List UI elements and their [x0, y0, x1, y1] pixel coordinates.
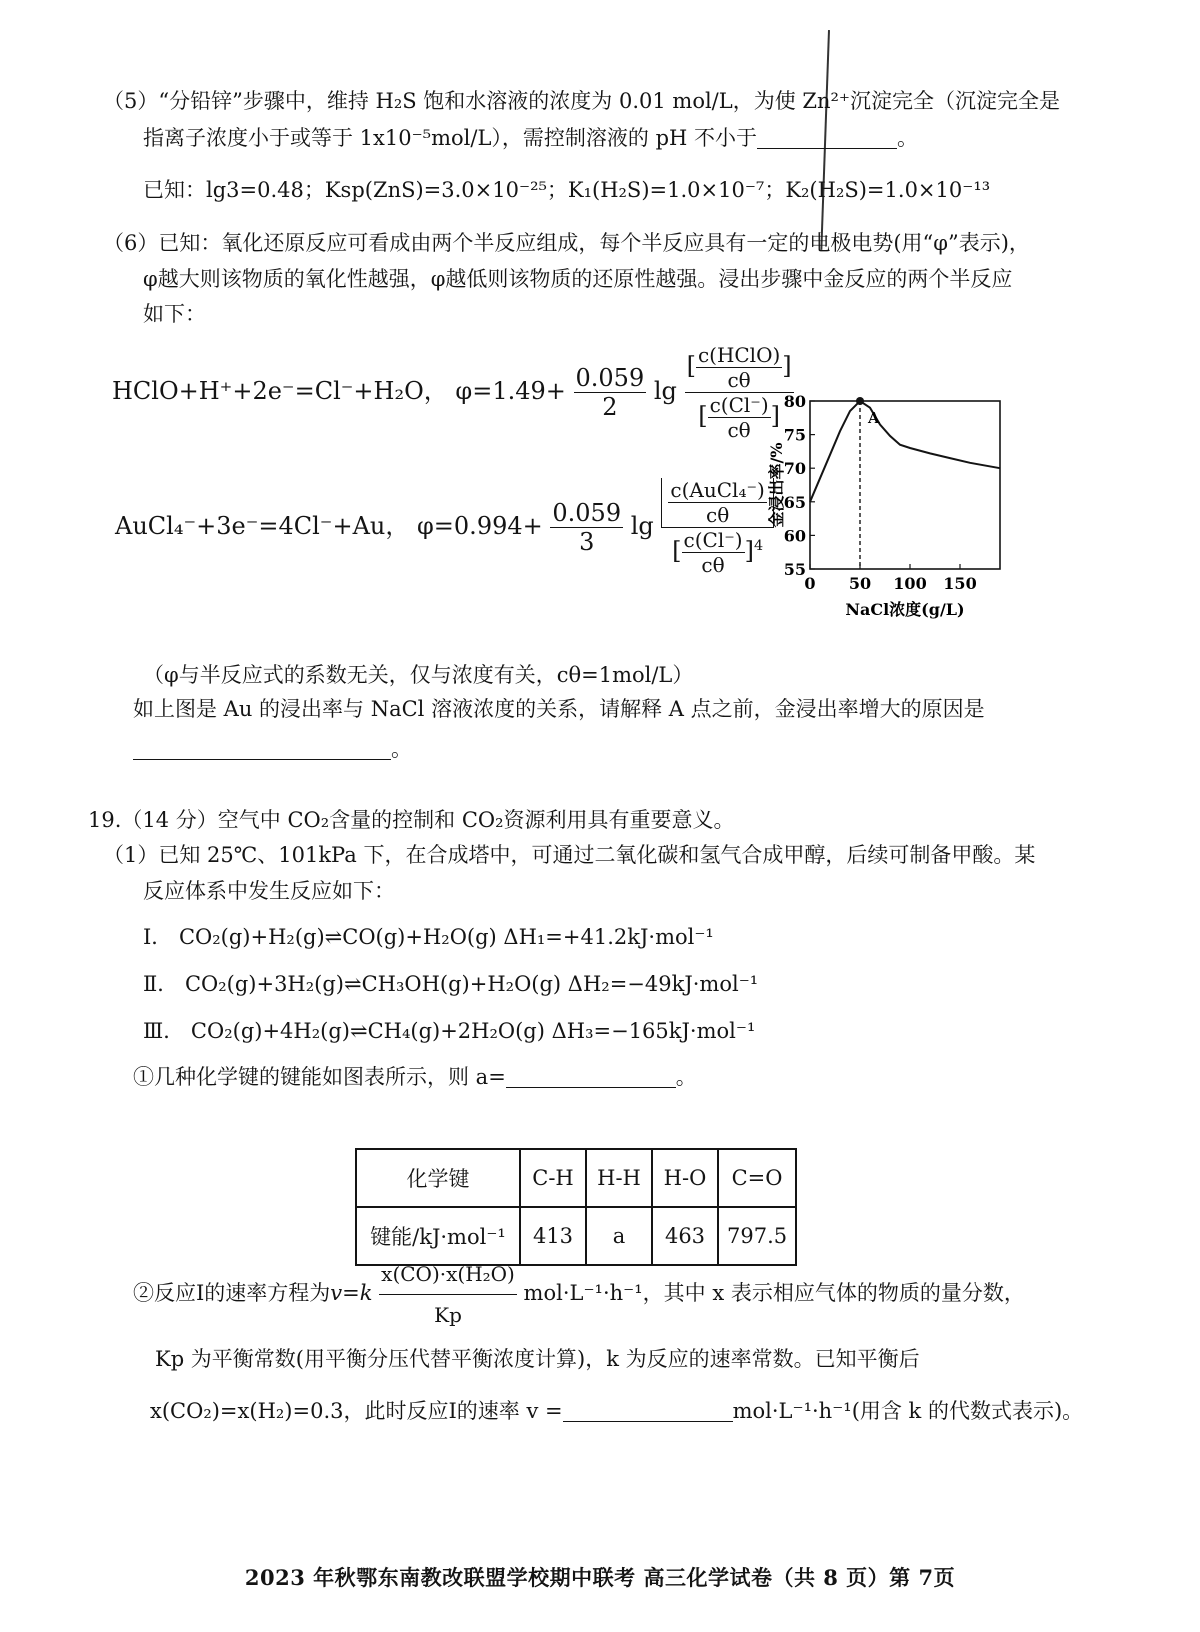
eq2-coef-num: 0.059: [552, 499, 622, 527]
table-header-cell: H-H: [586, 1149, 652, 1207]
q5-line1: （5）“分铅锌”步骤中，维持 H₂S 饱和水溶液的浓度为 0.01 mol/L，为使 Zn²⁺沉淀完全（沉淀完全是: [103, 89, 1060, 113]
q19-kp-line: Kp 为平衡常数(用平衡分压代替平衡浓度计算)，k 为反应的速率常数。已知平衡后: [155, 1347, 920, 1371]
reaction-3: Ⅲ． CO₂(g)+4H₂(g)⇌CH₄(g)+2H₂O(g) ΔH₃=−165kJ·mol⁻¹: [143, 1019, 756, 1043]
q5-known: 已知：lg3=0.48；Ksp(ZnS)=3.0×10⁻²⁵；K₁(H₂S)=1.0×10⁻⁷；K₂(H₂S)=1.0×10⁻¹³: [143, 178, 991, 202]
q19-sub1-text: ①几种化学键的键能如图表所示，则 a=: [133, 1065, 506, 1089]
table-header-cell: C-H: [520, 1149, 586, 1207]
q5-line2-text: 指离子浓度小于或等于 1x10⁻⁵mol/L），需控制溶液的 pH 不小于: [143, 126, 758, 150]
page-footer: 2023 年秋鄂东南教改联盟学校期中联考 高三化学试卷（共 8 页）第 7页: [244, 1565, 956, 1590]
half-reaction-hclo: [112, 343, 794, 442]
y-tick-label: 55: [783, 560, 806, 579]
table-header-row: [356, 1149, 796, 1207]
q5-line2: [143, 123, 918, 153]
eq2-inner-num-den: cθ: [706, 503, 730, 527]
q19-sub1: [133, 1062, 697, 1092]
eq1-inner-num: c(HClO): [697, 343, 781, 367]
point-a-label: A: [868, 409, 880, 427]
y-tick-label: 80: [783, 392, 806, 411]
q6-ask-end: 。: [391, 737, 412, 761]
y-axis-label: 金浸出率/%: [767, 442, 786, 528]
q6-ask: 如上图是 Au 的浸出率与 NaCl 溶液浓度的关系，请解释 A 点之前，金浸出率增大的原因是: [133, 697, 985, 721]
eq1-log-argument: [ $\frac{\text{c(HClO)}}{c\theta}$ ] [ $\frac{c(Cl^-)}{c\theta}$ ]: [686, 343, 792, 442]
q19-sub2-pre: ②反应Ⅰ的速率方程为: [133, 1281, 331, 1305]
eq2-coef-den: 3: [579, 528, 595, 556]
q6-line3: 如下：: [143, 302, 206, 326]
q19-sub1-blank[interactable]: [506, 1065, 676, 1088]
q19-last-line: [150, 1396, 1083, 1426]
eq1-inner-num-den: cθ: [727, 368, 751, 392]
reaction-2: Ⅱ． CO₂(g)+3H₂(g)⇌CH₃OH(g)+H₂O(g) ΔH₂=−49kJ·mol⁻¹: [143, 972, 759, 996]
eq2-phi: φ=0.994+: [417, 512, 543, 540]
rate-v: v=k: [330, 1281, 373, 1305]
eq2-power: 4: [753, 538, 764, 554]
eq2-reaction: AuCl₄⁻+3e⁻=4Cl⁻+Au，: [115, 512, 410, 540]
eq1-phi: φ=1.49+: [455, 377, 566, 405]
rate-fraction: [379, 1254, 517, 1335]
q6-answer-blank[interactable]: [133, 737, 391, 760]
y-tick-label: 65: [783, 492, 806, 512]
x-axis-label: NaCl浓度(g/L): [845, 600, 965, 619]
eq2-inner-den: c(Cl⁻): [683, 528, 743, 552]
table-header-cell: H-O: [652, 1149, 718, 1207]
eq2-inner-num: c(AuCl₄⁻): [670, 478, 765, 502]
q19-sub1-end: 。: [675, 1065, 697, 1089]
q19-p1b: 反应体系中发生反应如下：: [143, 879, 395, 903]
x-tick-label: 100: [893, 574, 927, 593]
table-cell: 463: [652, 1207, 718, 1265]
table-cell: 797.5: [718, 1207, 796, 1265]
series-line: [810, 401, 1000, 502]
q19-sub2: [133, 1254, 1025, 1335]
table-header-cell: 化学键: [356, 1149, 520, 1207]
eq1-coef-num: 0.059: [575, 364, 645, 392]
table-cell: 键能/kJ·mol⁻¹: [356, 1207, 520, 1265]
eq2-log-argument: $\frac{\text{c(AuCl₄⁻)}}{c\theta}$ [ $\frac{c(Cl^-)}{c\theta}$ ]$^4$: [661, 478, 773, 577]
x-tick-label: 0: [804, 574, 816, 593]
q5-answer-blank[interactable]: [757, 126, 897, 149]
q6-answer-line: [133, 734, 412, 764]
y-tick-label: 70: [783, 459, 806, 479]
q19-last-pre: x(CO₂)=x(H₂)=0.3，此时反应Ⅰ的速率 v =: [150, 1399, 563, 1423]
gold-leach-chart: [767, 392, 1040, 635]
q6-line2: φ越大则该物质的氧化性越强，φ越低则该物质的还原性越强。浸出步骤中金反应的两个半反应: [143, 267, 1013, 291]
rate-numerator: x(CO)·x(H₂O): [381, 1262, 515, 1286]
table-cell: a: [586, 1207, 652, 1265]
q6-line1: （6）已知：氧化还原反应可看成由两个半反应组成，每个半反应具有一定的电极电势(用“φ”表示)，: [103, 231, 1030, 255]
q19-sub2-post: mol·L⁻¹·h⁻¹，其中 x 表示相应气体的物质的量分数，: [523, 1281, 1025, 1305]
q19-last-post: mol·L⁻¹·h⁻¹(用含 k 的代数式表示)。: [732, 1399, 1084, 1423]
q6-note: （φ与半反应式的系数无关，仅与浓度有关，cθ=1mol/L）: [143, 663, 694, 687]
half-reaction-aucl4: [115, 478, 774, 577]
eq1-coef-den: 2: [602, 393, 618, 421]
table-header-cell: C=O: [718, 1149, 796, 1207]
plot-frame: [810, 401, 1000, 569]
table-cell: 413: [520, 1207, 586, 1265]
eq1-inner-den: c(Cl⁻): [709, 393, 769, 417]
eq1-inner-den-den: cθ: [727, 418, 751, 442]
eq2-coefficient: [550, 499, 623, 556]
point-a-marker: [856, 397, 864, 405]
x-tick-label: 50: [848, 574, 872, 593]
reaction-1: Ⅰ． CO₂(g)+H₂(g)⇌CO(g)+H₂O(g) ΔH₁=+41.2kJ·mol⁻¹: [143, 925, 714, 949]
q19-rate-blank[interactable]: [563, 1399, 733, 1422]
eq1-coefficient: [574, 364, 647, 421]
bond-energy-table: [355, 1148, 797, 1266]
x-tick-label: 150: [943, 574, 977, 593]
y-tick-label: 75: [783, 425, 806, 445]
eq1-lg: lg: [653, 377, 677, 405]
eq1-reaction: HClO+H⁺+2e⁻=Cl⁻+H₂O，: [112, 377, 448, 405]
q5-line2-end: 。: [897, 126, 919, 150]
y-tick-label: 60: [783, 526, 806, 546]
eq2-lg: lg: [630, 512, 654, 540]
rate-denominator: Kp: [434, 1303, 462, 1327]
q19-head: 19.（14 分）空气中 CO₂含量的控制和 CO₂资源利用具有重要意义。: [88, 808, 735, 832]
eq2-inner-den-den: cθ: [701, 553, 725, 577]
q19-p1a: （1）已知 25℃、101kPa 下，在合成塔中，可通过二氧化碳和氢气合成甲醇，后续可制备甲酸。某: [103, 843, 1036, 867]
